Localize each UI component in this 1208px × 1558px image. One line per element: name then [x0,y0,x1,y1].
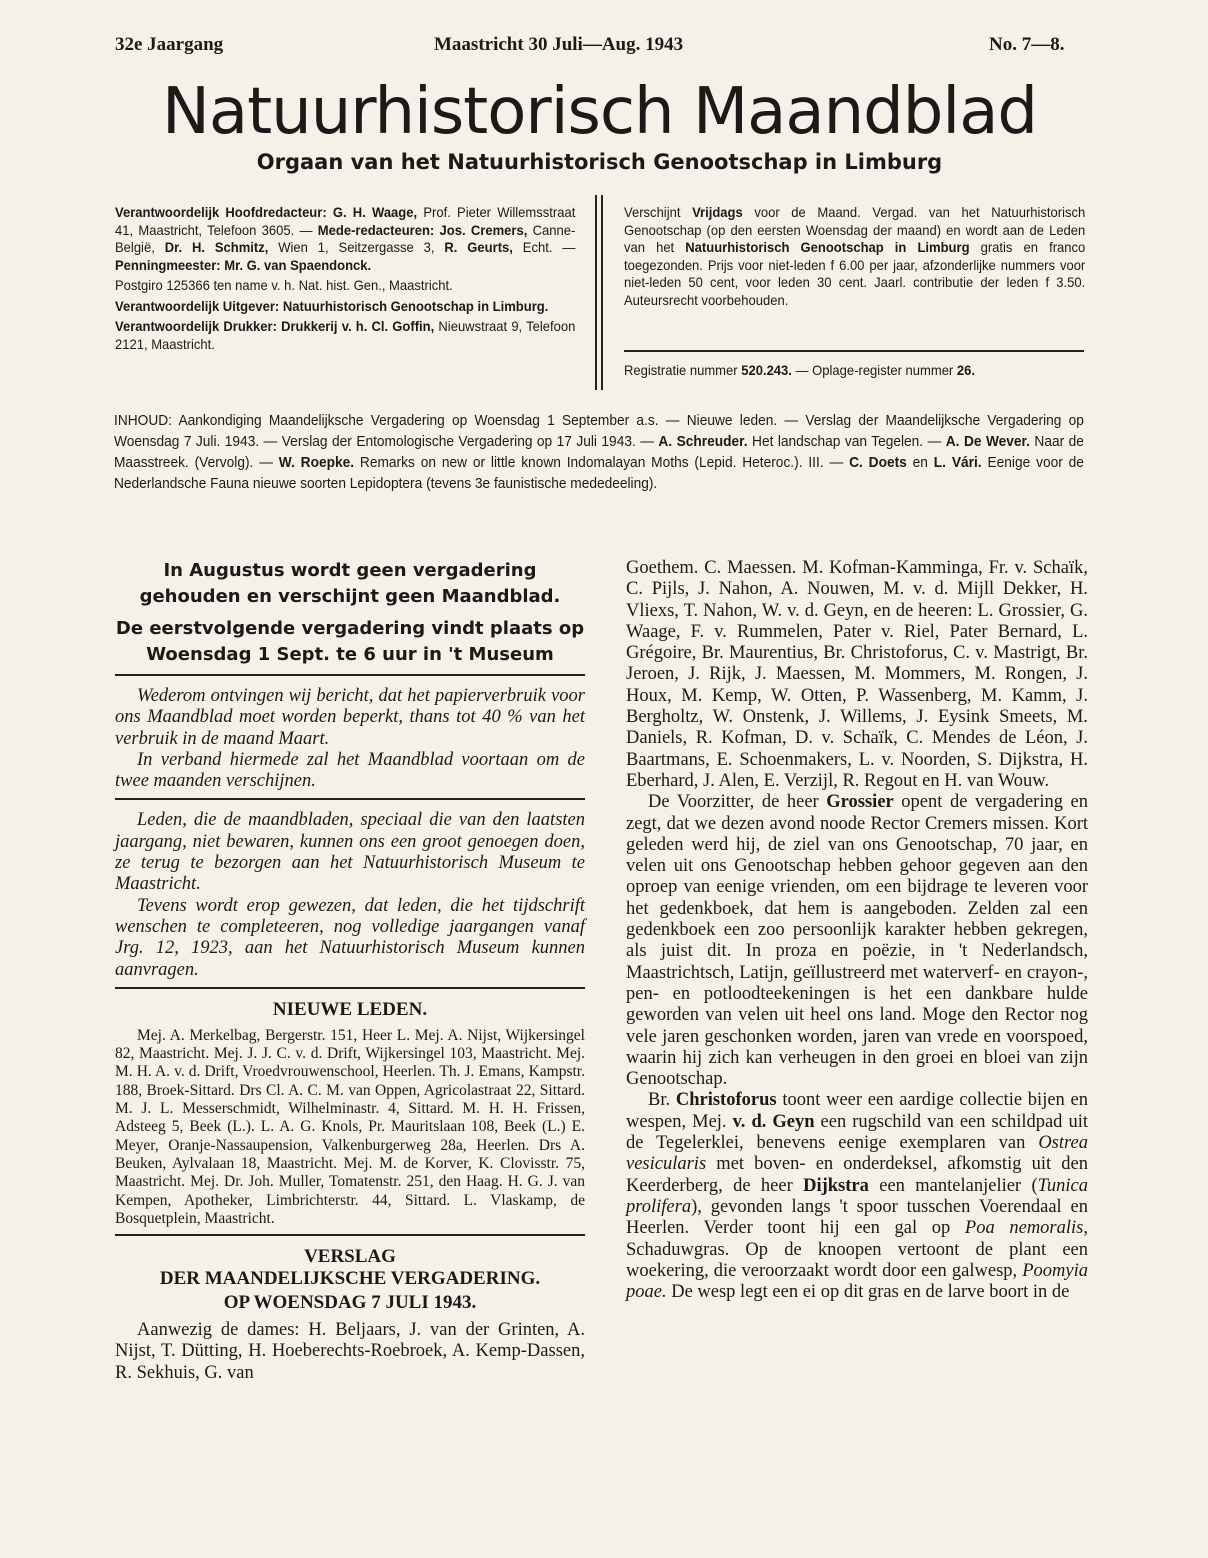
bold-text: 520.243. [741,362,792,378]
text: Verschijnt [624,204,693,220]
bold-text: Verantwoordelijk Uitgever: Natuurhistorisch Genootschap in Limburg. [115,297,549,314]
bold-text: v. d. Geyn [732,1111,815,1132]
members-notice: Leden, die de maandbladen, speciaal die van den laatsten jaargang, niet bewaren, kunnen ons een groot genoegen doen, ze terug te bezorgen aan het Natuurhistorisch Museum te Maastricht. [115,810,585,895]
notice-next-meeting: De eerstvolgende vergadering vindt plaats op Woensdag 1 Sept. te 6 uur in 't Museum [115,618,585,665]
divider [115,987,585,989]
text: toont weer een aardige collectie bijen en wespen, Mej. [626,1090,1089,1132]
section-heading: VERSLAG [304,1246,396,1268]
text: Echt. — [512,239,576,255]
divider [624,350,1084,352]
text: De Voorzitter, de heer [648,792,827,813]
subscription-info [624,204,1085,312]
members-notice: Tevens wordt erop gewezen, dat leden, die het tijdschrift wenschen te completeeren, nog volledige jaargangen vanaf Jrg. 12, 1923, aan het Natuurhistorisch Museum kunnen aanvragen. [115,895,585,980]
italic-text: Poomyia poae. [626,1260,1088,1303]
bold-text: W. Roepke. [278,454,355,471]
journal-subtitle: Orgaan van het Natuurhistorisch Genootschap in Limburg [256,150,943,174]
text: opent de vergadering en zegt, dat we dezen avond noode Rector Cremers missen. Kort geleden werd hij, de ziel van ons Genootschap, 70 jaar, en velen uit ons Genootschap hebben gehoor gegeven aan den oproep van eenige vrienden, om een bijdrage te leveren voor het gedenkboek, dat hem is aangeboden. Zelden zal een gedenkboek een zoo persoonlijk karakter hebben gekregen, als juist dit. In proza en poëzie, in 't Nederlandsch, Maastrichtsch, Latijn, geïllustreerd met waterverf- en crayon-, pen- en potloodteekeningen is het een dankbare hulde geworden van velen uit heel ons land. Moge den Rector nog vele jaren geschonken worden, jaren van vrede en voorspoed, waarin hij zich kan verheugen in den groei en bloei van zijn Genootschap. [626,792,1088,1090]
editorial-info [115,204,575,356]
table-of-contents [114,410,1084,494]
subscription-text [624,204,1085,309]
right-column [626,558,1088,1303]
divider [115,798,585,800]
text: een rugschild van een schildpad uit de Tegelerklei, benevens eenige exemplaren van [626,1111,1088,1154]
left-column [115,558,585,1384]
text: Prof. Pieter Willemsstraat 41, Maastricht, Telefoon 3605. — [115,204,576,238]
bold-text: Verantwoordelijk Hoofdredacteur: G. H. Waage, [115,204,418,220]
text: Schaduwgras. Op de knoopen vertoont de plant een woekering, die veroorzaakt wordt door een galwesp, [626,1239,1088,1281]
issue-date: Maastricht 30 Juli—Aug. 1943 [434,34,684,55]
text: gratis en franco toegezonden. Prijs voor niet-leden f 6.00 per jaar, afzonderlijke nummers voor niet-leden 50 cent, voor leden 30 cent. Jaarl. contributie der leden f 3.50. Auteursrecht voorbehouden. [624,239,1086,308]
bold-text: L. Vári. [933,454,982,471]
italic-text: Ostrea vesicularis [626,1133,1088,1175]
text: Canne-België, [115,221,576,255]
text: voor de Maand. Vergad. van het Natuurhistorisch Genootschap (op den eersten Woensdag der maand) en wordt aan de Leden van het [624,204,1086,255]
divider [115,674,585,676]
attendees: Aanwezig de dames: H. Beljaars, J. van der Grinten, A. Nijst, T. Dütting, H. Hoeberechts-Roebroek, A. Kemp-Dassen, R. Sekhuis, G. van [115,1320,585,1383]
publisher [115,298,575,316]
divider [115,1234,585,1236]
text: Het landschap van Tegelen. — [747,433,946,450]
editors [115,204,575,274]
text: INHOUD: Aankondiging Maandelijksche Vergadering op Woensdag 1 September a.s. — Nieuwe leden. — Verslag der Maandelijksche Vergadering op Woensdag 7 Juli. 1943. — Verslag der Entomologische Vergadering op 17 Juli 1943. — [114,412,1084,450]
paragraph [626,792,1088,1090]
bold-text: Vrijdags [692,204,743,220]
text: en [906,454,934,471]
paragraph [626,1090,1088,1303]
text: Nieuwstraat 9, Telefoon 2121, Maastricht. [115,318,576,352]
text: met boven- en onderdeksel, afkomstig uit den Keerderberg, de heer [626,1154,1088,1196]
journal-title: Natuurhistorisch Maandblad [161,75,1038,149]
postgiro [115,277,575,295]
bold-text: A. Schreuder. [658,433,748,450]
bold-text: 26. [956,362,976,378]
text: Remarks on new or little known Indomalayan Moths (Lepid. Heteroc.). III. — [354,454,850,471]
italic-text: Tunica prolifera [626,1175,1088,1217]
text: De wesp legt een ei op dit gras en de larve boort in de [666,1282,1070,1303]
printer [115,318,575,353]
paper-notice: In verband hiermede zal het Maandblad voortaan om de twee maanden verschijnen. [115,749,585,792]
bold-text: Penningmeester: Mr. G. van Spaendonck. [115,256,372,273]
volume: 32e Jaargang [115,34,224,55]
text: Br. [648,1090,676,1111]
text: Naar de Maasstreek. (Vervolg). — [114,433,1084,471]
text: een mantelanjelier ( [868,1175,1038,1196]
bold-text: Grossier [826,792,894,813]
new-members-list: Mej. A. Merkelbag, Bergerstr. 151, Heer L. Mej. A. Nijst, Wijkersingel 82, Maastricht. Mej. J. J. C. v. d. Drift, Wijkersingel 103, Maastricht. Mej. M. H. A. v. d. Drift, Vroedvrouwenschool, Heerlen. Th. J. Emans, Kampstr. 188, Broek-Sittard. Drs Cl. A. C. M. van Oppen, Agricolastraat 22, Sittard. M. J. L. Messerschmidt, Wilhelminastr. 4, Sittard. M. H. H. Frissen, Adsteeg 5, Beek (L.). L. A. G. Knols, Pr. Mauritslaan 108, Beek (L.) E. Meyer, Oranje-Nassaupension, Valkenburgerweg 28a, Heerlen. Drs A. Beuken, Aylvalaan 18, Maastricht. Mej. M. de Korver, K. Clovisstr. 75, Maastricht. Mej. Dr. Joh. Muller, Tomatenstr. 251, den Haag. H. G. J. van Kempen, Apotheker, Limbrichterstr. 44, Sittard. L. Vlaskamp, de Bosquetplein, Maastricht. [115,1026,585,1227]
bold-text: Natuurhistorisch Genootschap in Limburg [685,239,970,255]
bold-text: C. Doets [849,454,907,471]
divider [595,195,597,390]
text: Postgiro 125366 ten name v. h. Nat. hist. Gen., Maastricht. [115,277,453,293]
section-heading: DER MAANDELIJKSCHE VERGADERING. [159,1268,541,1290]
text: ), gevonden langs 't spoor tusschen Voerendaal en Heerlen. Verder toont hij een gal op [626,1196,1088,1239]
bold-text: Dr. H. Schmitz, [164,239,269,255]
paper-notice: Wederom ontvingen wij bericht, dat het papierverbruik voor ons Maandblad moet worden beperkt, thans tot 40 % van het verbruik in de maand Maart. [115,686,585,749]
bold-text: Mede-redacteuren: Jos. Cremers, [317,221,528,238]
bold-text: A. De Wever. [945,433,1030,450]
attendees-continued [626,558,1088,792]
text: Goethem. C. Maessen. M. Kofman-Kamminga, Fr. v. Schaïk, C. Pijls, J. Nahon, A. Nouwen, M. v. d. Mijll Dekker, H. Vliexs, T. Nahon, W. v. d. Geyn, en de heeren: L. Grossier, G. Waage, F. v. Rummelen, Pater v. Riel, Pater Bernard, L. Grégoire, Br. Maurentius, Br. Christoforus, C. v. Mastrigt, Br. Jeroen, J. Rijk, J. Maessen, M. Mommers, M. Rongen, J. Houx, M. Kemp, W. Otten, P. Wassenberg, M. Kamm, J. Bergholtz, W. Onstenk, J. Willems, J. Eysink Smeets, M. Daniels, R. Kofman, D. v. Schaïk, C. Mendes de Léon, J. Baartmans, E. Schoenmakers, L. v. Noorden, S. Dijkstra, H. Eberhard, J. Alen, E. Verzijl, R. Regout en H. van Wouw. [626,558,1088,791]
text: Eenige voor de Nederlandsche Fauna nieuwe soorten Lepidoptera (tevens 3e faunistische mededeeling). [114,454,1084,492]
notice-no-meeting: In Augustus wordt geen vergadering gehouden en verschijnt geen Maandblad. [139,560,561,607]
italic-text: Poa nemoralis, [964,1218,1088,1239]
divider [601,195,603,390]
bold-text: R. Geurts, [444,239,513,255]
section-heading: OP WOENSDAG 7 JULI 1943. [223,1292,477,1314]
text: Registratie nummer [624,362,742,378]
text: — Oplage-register nummer [791,362,957,378]
bold-text: Christoforus [675,1090,777,1111]
bold-text: Verantwoordelijk Drukker: Drukkerij v. h. Cl. Goffin, [115,318,435,334]
section-heading: NIEUWE LEDEN. [272,998,428,1020]
issue-number: No. 7—8. [989,34,1065,55]
bold-text: Dijkstra [803,1175,869,1196]
text: Wien 1, Seitzergasse 3, [268,239,445,255]
registration [624,362,1085,380]
